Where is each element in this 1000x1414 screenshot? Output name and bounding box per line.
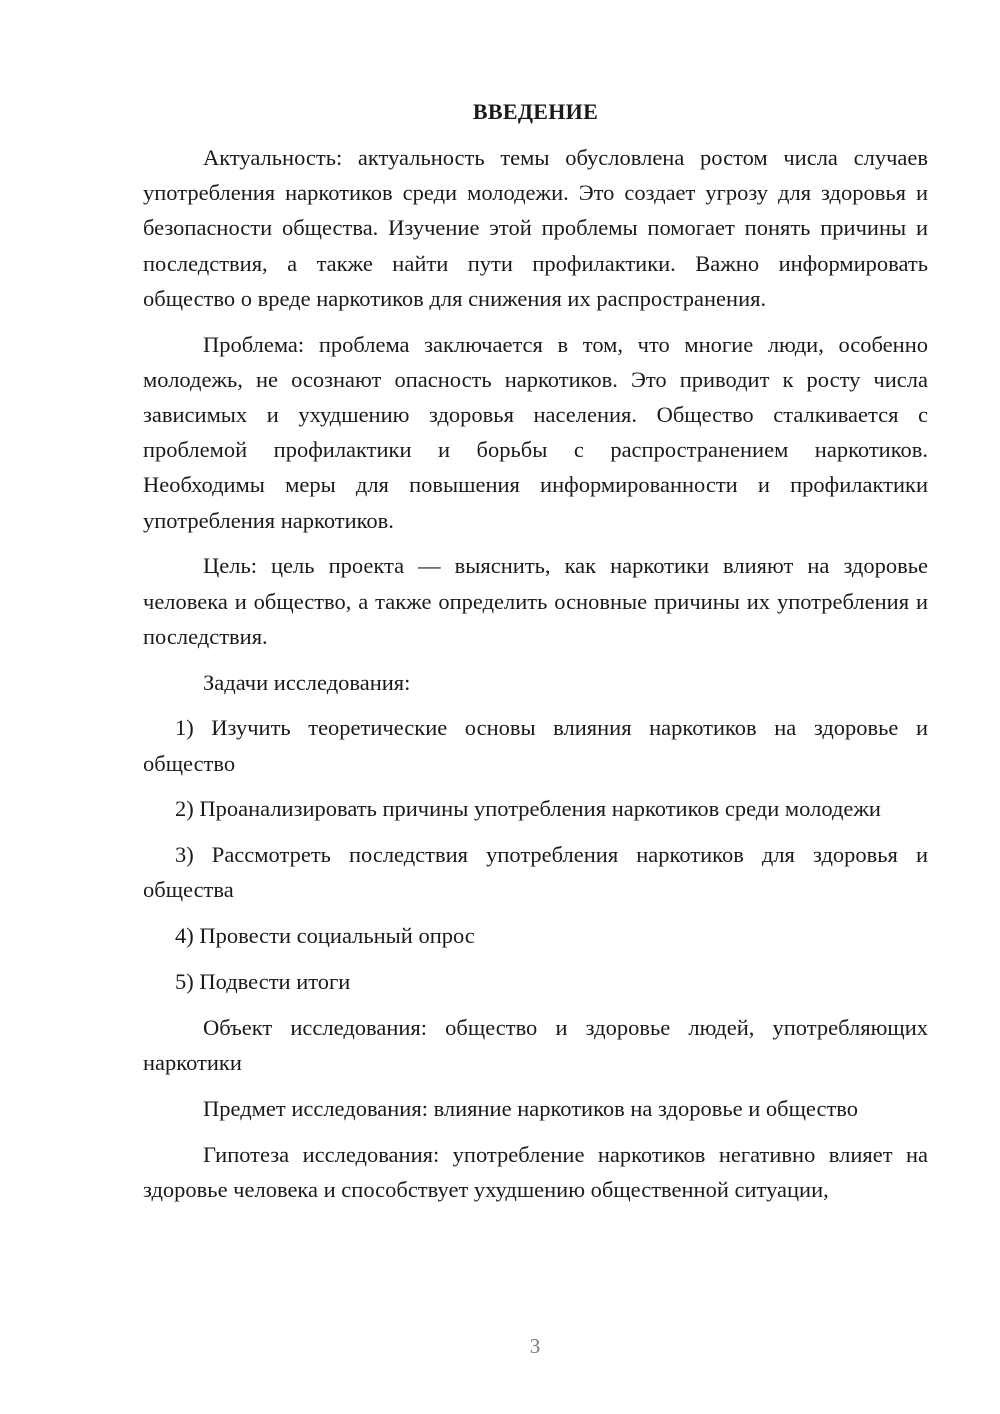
paragraph-problem: Проблема: проблема заключается в том, что многие люди, особенно молодежь, не осознают опасность наркотиков. Это приводит к росту числа зависимых и ухудшению здоровья населения. Общество сталкивается с проблемой профилактики и борьбы с распространением наркотиков. Необходимы меры для повышения информированности и профилактики употребления наркотиков.: [143, 331, 928, 533]
tasks-title: Задачи исследования:: [203, 669, 411, 695]
task-item-1: 1) Изучить теоретические основы влияния наркотиков на здоровье и общество: [143, 715, 928, 776]
task-item-3: 3) Рассмотреть последствия употребления наркотиков для здоровья и общества: [143, 842, 928, 903]
task-item-4: 4) Провести социальный опрос: [175, 923, 475, 949]
page-number: 3: [529, 1334, 541, 1358]
paragraph-relevance: Актуальность: актуальность темы обусловлена ростом числа случаев употребления наркотиков среди молодежи. Это создает угрозу для здоровья и безопасности общества. Изучение этой проблемы помогает понять причины и последствия, а также найти пути профилактики. Важно информировать общество о вреде наркотиков для снижения их распространения.: [143, 145, 928, 311]
paragraph-object: Объект исследования: общество и здоровье людей, употребляющих наркотики: [143, 1014, 928, 1076]
page-title: ВВЕДЕНИЕ: [472, 99, 599, 124]
paragraph-goal: Цель: цель проекта — выяснить, как наркотики влияют на здоровье человека и общество, а также определить основные причины их употребления и последствия.: [143, 553, 928, 649]
page-content: [143, 94, 928, 1218]
task-item-5: 5) Подвести итоги: [175, 969, 351, 995]
task-item-2: 2) Проанализировать причины употребления наркотиков среди молодежи: [175, 796, 881, 822]
paragraph-hypothesis: Гипотеза исследования: употребление наркотиков негативно влияет на здоровье человека и способствует ухудшению общественной ситуации,: [143, 1141, 928, 1202]
paragraph-subject: Предмет исследования: влияние наркотиков на здоровье и общество: [203, 1095, 858, 1121]
